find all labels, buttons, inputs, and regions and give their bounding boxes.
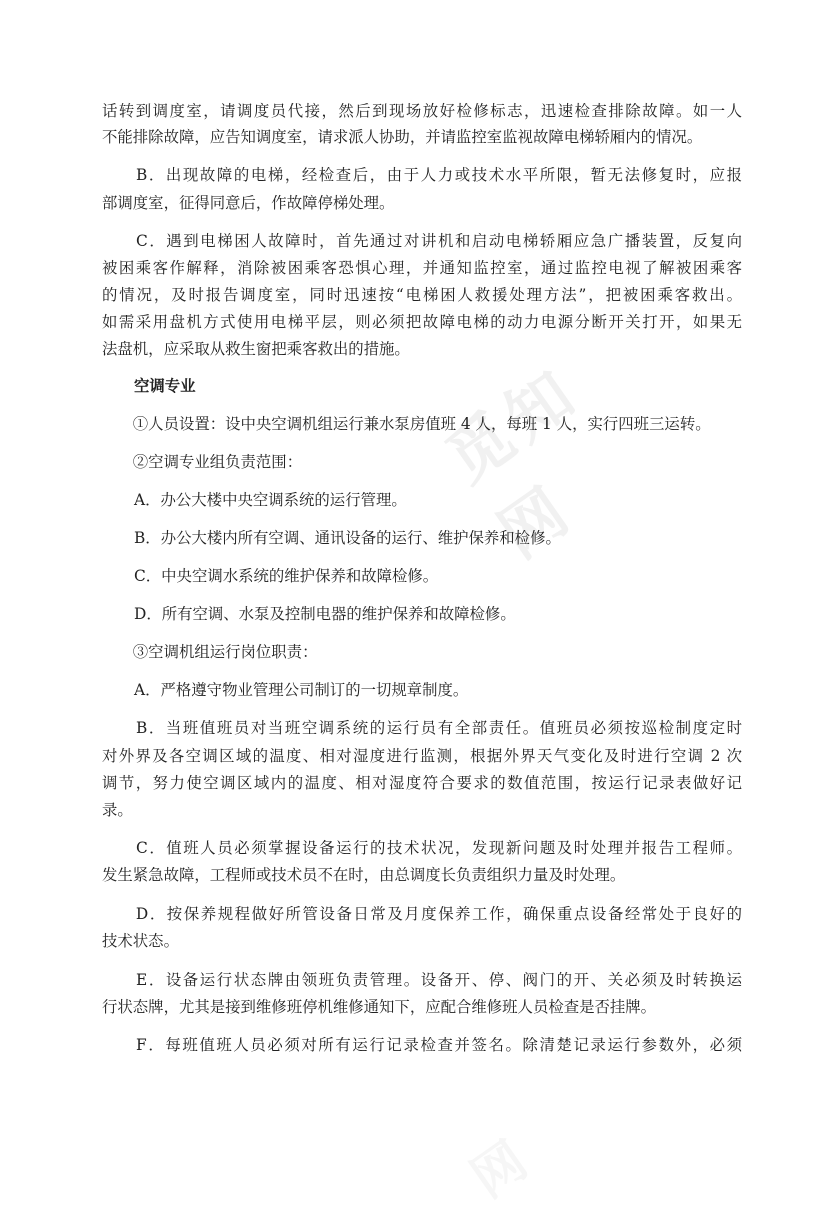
paragraph-line: B．当班值班员对当班空调系统的运行员有全部责任。值班员必须按巡检制度定时: [102, 719, 742, 737]
list-item: A．严格遵守物业管理公司制订的一切规章制度。: [134, 681, 469, 699]
paragraph-line: 如需采用盘机方式使用电梯平层，则必须把故障电梯的动力电源分断开关打开，如果无: [102, 313, 742, 331]
paragraph-line: 调节，努力使空调区域内的温度、相对湿度符合要求的数值范围，按运行记录表做好记: [102, 774, 742, 792]
paragraph-line: 部调度室，征得同意后，作故障停梯处理。: [102, 194, 395, 212]
paragraph-line: 技术状态。: [102, 932, 179, 950]
paragraph-line: C．值班人员必须掌握设备运行的技术状况，发现新问题及时处理并报告工程师。: [102, 839, 742, 857]
paragraph-line: 不能排除故障，应告知调度室，请求派人协助，并请监控室监视故障电梯轿厢内的情况。: [102, 128, 703, 146]
paragraph-line: F．每班值班人员必须对所有运行记录检查并签名。除清楚记录运行参数外，必须: [102, 1036, 742, 1054]
paragraph-line: 行状态牌，尤其是接到维修班停机维修通知下，应配合维修班人员检查是否挂牌。: [102, 998, 657, 1016]
paragraph-line: E．设备运行状态牌由领班负责管理。设备开、停、阀门的开、关必须及时转换运: [102, 971, 742, 989]
paragraph-line: 的情况，及时报告调度室，同时迅速按“电梯困人救援处理方法”，把被困乘客救出。: [102, 286, 742, 304]
paragraph-line: D．按保养规程做好所管设备日常及月度保养工作，确保重点设备经常处于良好的: [102, 905, 742, 923]
paragraph-line: 对外界及各空调区域的温度、相对湿度进行监测，根据外界天气变化及时进行空调 2 次: [102, 747, 742, 765]
watermark: 觅知网: [433, 354, 595, 573]
paragraph-line: B．出现故障的电梯，经检查后，由于人力或技术水平所限，暂无法修复时，应报: [102, 166, 742, 184]
paragraph-line: 发生紧急故障，工程师或技术员不在时，由总调度长负责组织力量及时处理。: [102, 866, 626, 884]
paragraph-line: 被困乘客作解释，消除被困乘客恐惧心理，并通知监控室，通过监控电视了解被困乘客: [102, 259, 742, 277]
section-heading: 空调专业: [134, 377, 196, 395]
watermark-fragment: 网: [461, 1130, 539, 1210]
list-item: B．办公大楼内所有空调、通讯设备的运行、维护保养和检修。: [134, 529, 561, 547]
paragraph-line: 话转到调度室，请调度员代接，然后到现场放好检修标志，迅速检查排除故障。如一人: [102, 102, 742, 120]
paragraph-line: ③空调机组运行岗位职责：: [102, 643, 318, 661]
paragraph-line: C．遇到电梯困人故障时，首先通过对讲机和启动电梯轿厢应急广播装置，反复向: [102, 232, 742, 250]
list-item: A．办公大楼中央空调系统的运行管理。: [134, 491, 407, 509]
paragraph-line: 法盘机，应采取从救生窗把乘客救出的措施。: [102, 340, 410, 358]
paragraph-line: ①人员设置：设中央空调机组运行兼水泵房值班 4 人，每班 1 人，实行四班三运转。: [102, 415, 711, 433]
list-item: C．中央空调水系统的维护保养和故障检修。: [134, 567, 439, 585]
list-item: D．所有空调、水泵及控制电器的维护保养和故障检修。: [134, 605, 516, 623]
paragraph-line: 录。: [102, 801, 133, 819]
paragraph-line: ②空调专业组负责范围：: [102, 453, 303, 471]
